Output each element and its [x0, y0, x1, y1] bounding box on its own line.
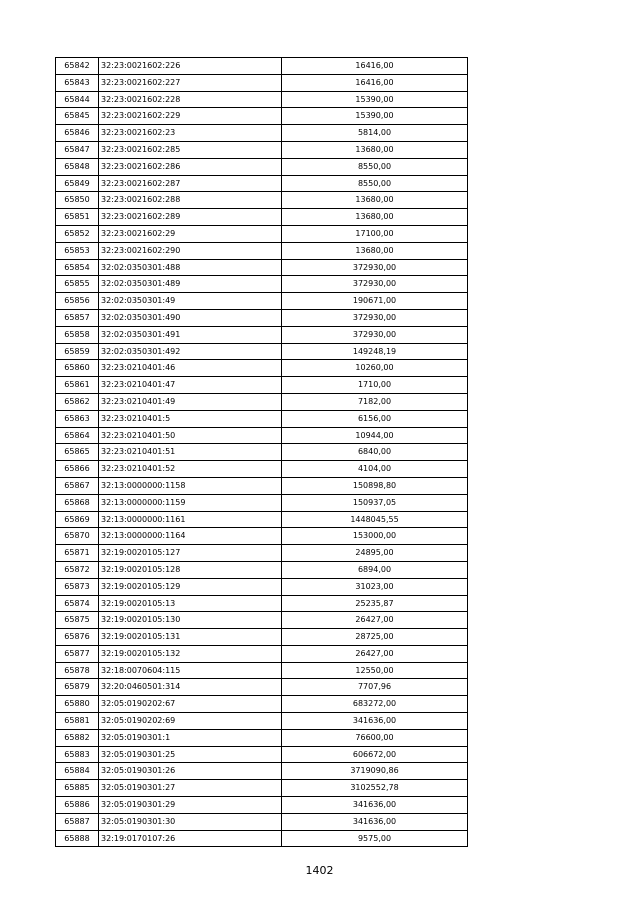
- table-row: [56, 797, 468, 814]
- cadastral-number-cell: 32:13:0000000:1159: [99, 494, 282, 511]
- row-number-cell: 65862: [56, 393, 99, 410]
- row-number-cell: 65857: [56, 309, 99, 326]
- row-number-cell: 65883: [56, 746, 99, 763]
- value-cell: 13680,00: [282, 141, 468, 158]
- cadastral-number-cell: 32:19:0020105:128: [99, 561, 282, 578]
- table-row: [56, 746, 468, 763]
- value-cell: 24895,00: [282, 545, 468, 562]
- row-number-cell: 65888: [56, 830, 99, 847]
- value-cell: 8550,00: [282, 158, 468, 175]
- table-row: [56, 427, 468, 444]
- row-number-cell: 65870: [56, 528, 99, 545]
- cadastral-number-cell: 32:13:0000000:1164: [99, 528, 282, 545]
- row-number-cell: 65885: [56, 780, 99, 797]
- cadastral-number-cell: 32:02:0350301:491: [99, 326, 282, 343]
- table-row: [56, 629, 468, 646]
- row-number-cell: 65878: [56, 662, 99, 679]
- row-number-cell: 65881: [56, 713, 99, 730]
- cadastral-number-cell: 32:02:0350301:492: [99, 343, 282, 360]
- table-row: [56, 780, 468, 797]
- table-row: [56, 477, 468, 494]
- row-number-cell: 65844: [56, 91, 99, 108]
- cadastral-number-cell: 32:19:0170107:26: [99, 830, 282, 847]
- row-number-cell: 65884: [56, 763, 99, 780]
- table-row: [56, 74, 468, 91]
- row-number-cell: 65874: [56, 595, 99, 612]
- value-cell: 10944,00: [282, 427, 468, 444]
- row-number-cell: 65856: [56, 293, 99, 310]
- table-row: [56, 595, 468, 612]
- cadastral-number-cell: 32:05:0190301:1: [99, 729, 282, 746]
- cadastral-number-cell: 32:23:0021602:285: [99, 141, 282, 158]
- value-cell: 6156,00: [282, 410, 468, 427]
- row-number-cell: 65852: [56, 225, 99, 242]
- table-row: [56, 763, 468, 780]
- row-number-cell: 65861: [56, 377, 99, 394]
- value-cell: 153000,00: [282, 528, 468, 545]
- value-cell: 16416,00: [282, 74, 468, 91]
- cadastral-number-cell: 32:23:0210401:50: [99, 427, 282, 444]
- table-row: [56, 830, 468, 847]
- table-row: [56, 141, 468, 158]
- table-row: [56, 578, 468, 595]
- row-number-cell: 65880: [56, 696, 99, 713]
- cadastral-number-cell: 32:23:0021602:29: [99, 225, 282, 242]
- value-cell: 26427,00: [282, 612, 468, 629]
- value-cell: 76600,00: [282, 729, 468, 746]
- value-cell: 5814,00: [282, 125, 468, 142]
- row-number-cell: 65877: [56, 645, 99, 662]
- row-number-cell: 65847: [56, 141, 99, 158]
- row-number-cell: 65846: [56, 125, 99, 142]
- cadastral-number-cell: 32:02:0350301:488: [99, 259, 282, 276]
- cadastral-number-cell: 32:23:0021602:228: [99, 91, 282, 108]
- row-number-cell: 65858: [56, 326, 99, 343]
- cadastral-number-cell: 32:19:0020105:127: [99, 545, 282, 562]
- table-row: [56, 108, 468, 125]
- value-cell: 31023,00: [282, 578, 468, 595]
- cadastral-number-cell: 32:23:0210401:52: [99, 461, 282, 478]
- table-row: [56, 175, 468, 192]
- table-row: [56, 729, 468, 746]
- row-number-cell: 65865: [56, 444, 99, 461]
- value-cell: 28725,00: [282, 629, 468, 646]
- table-row: [56, 444, 468, 461]
- value-cell: 190671,00: [282, 293, 468, 310]
- table-row: [56, 259, 468, 276]
- table-row: [56, 125, 468, 142]
- value-cell: 341636,00: [282, 713, 468, 730]
- cadastral-number-cell: 32:19:0020105:13: [99, 595, 282, 612]
- row-number-cell: 65873: [56, 578, 99, 595]
- table-row: [56, 561, 468, 578]
- value-cell: 341636,00: [282, 797, 468, 814]
- row-number-cell: 65886: [56, 797, 99, 814]
- value-cell: 1710,00: [282, 377, 468, 394]
- row-number-cell: 65854: [56, 259, 99, 276]
- table-row: [56, 209, 468, 226]
- cadastral-number-cell: 32:23:0021602:229: [99, 108, 282, 125]
- value-cell: 13680,00: [282, 192, 468, 209]
- cadastral-number-cell: 32:23:0021602:226: [99, 58, 282, 75]
- cadastral-number-cell: 32:05:0190301:27: [99, 780, 282, 797]
- cadastral-number-cell: 32:05:0190301:30: [99, 813, 282, 830]
- cadastral-number-cell: 32:18:0070604:115: [99, 662, 282, 679]
- table-row: [56, 511, 468, 528]
- cadastral-number-cell: 32:20:0460501:314: [99, 679, 282, 696]
- value-cell: 341636,00: [282, 813, 468, 830]
- row-number-cell: 65850: [56, 192, 99, 209]
- cadastral-number-cell: 32:05:0190202:69: [99, 713, 282, 730]
- cadastral-number-cell: 32:13:0000000:1161: [99, 511, 282, 528]
- row-number-cell: 65882: [56, 729, 99, 746]
- cadastral-number-cell: 32:23:0021602:290: [99, 242, 282, 259]
- value-cell: 15390,00: [282, 108, 468, 125]
- table-row: [56, 813, 468, 830]
- value-cell: 10260,00: [282, 360, 468, 377]
- value-cell: 6894,00: [282, 561, 468, 578]
- value-cell: 149248,19: [282, 343, 468, 360]
- row-number-cell: 65866: [56, 461, 99, 478]
- row-number-cell: 65875: [56, 612, 99, 629]
- table-row: [56, 326, 468, 343]
- cadastral-number-cell: 32:05:0190301:25: [99, 746, 282, 763]
- value-cell: 3102552,78: [282, 780, 468, 797]
- row-number-cell: 65864: [56, 427, 99, 444]
- value-cell: 17100,00: [282, 225, 468, 242]
- cadastral-number-cell: 32:23:0021602:227: [99, 74, 282, 91]
- table-row: [56, 713, 468, 730]
- cadastral-number-cell: 32:02:0350301:49: [99, 293, 282, 310]
- cadastral-number-cell: 32:19:0020105:130: [99, 612, 282, 629]
- table-row: [56, 192, 468, 209]
- table-row: [56, 662, 468, 679]
- row-number-cell: 65869: [56, 511, 99, 528]
- row-number-cell: 65868: [56, 494, 99, 511]
- table-row: [56, 410, 468, 427]
- table-row: [56, 679, 468, 696]
- cadastral-number-cell: 32:23:0021602:289: [99, 209, 282, 226]
- cadastral-number-cell: 32:23:0210401:49: [99, 393, 282, 410]
- table-row: [56, 158, 468, 175]
- table-row: [56, 360, 468, 377]
- cadastral-number-cell: 32:23:0021602:288: [99, 192, 282, 209]
- table-row: [56, 276, 468, 293]
- cadastral-number-cell: 32:02:0350301:489: [99, 276, 282, 293]
- value-cell: 4104,00: [282, 461, 468, 478]
- value-cell: 3719090,86: [282, 763, 468, 780]
- table-row: [56, 645, 468, 662]
- value-cell: 683272,00: [282, 696, 468, 713]
- cadastral-number-cell: 32:23:0210401:46: [99, 360, 282, 377]
- row-number-cell: 65848: [56, 158, 99, 175]
- row-number-cell: 65860: [56, 360, 99, 377]
- row-number-cell: 65851: [56, 209, 99, 226]
- table-row: [56, 377, 468, 394]
- table-row: [56, 58, 468, 75]
- value-cell: 13680,00: [282, 242, 468, 259]
- cadastral-number-cell: 32:05:0190301:26: [99, 763, 282, 780]
- table-row: [56, 612, 468, 629]
- value-cell: 7707,96: [282, 679, 468, 696]
- cadastral-number-cell: 32:23:0210401:5: [99, 410, 282, 427]
- table-row: [56, 91, 468, 108]
- row-number-cell: 65887: [56, 813, 99, 830]
- row-number-cell: 65876: [56, 629, 99, 646]
- page-number: 1402: [305, 864, 334, 877]
- table-row: [56, 696, 468, 713]
- cadastral-number-cell: 32:23:0021602:286: [99, 158, 282, 175]
- row-number-cell: 65872: [56, 561, 99, 578]
- value-cell: 13680,00: [282, 209, 468, 226]
- cadastral-number-cell: 32:23:0210401:51: [99, 444, 282, 461]
- value-cell: 12550,00: [282, 662, 468, 679]
- table-row: [56, 242, 468, 259]
- cadastral-number-cell: 32:23:0021602:287: [99, 175, 282, 192]
- value-cell: 7182,00: [282, 393, 468, 410]
- table-row: [56, 225, 468, 242]
- table-row: [56, 293, 468, 310]
- value-cell: 372930,00: [282, 259, 468, 276]
- cadastral-value-table: [55, 57, 468, 847]
- cadastral-number-cell: 32:02:0350301:490: [99, 309, 282, 326]
- table-row: [56, 494, 468, 511]
- cadastral-number-cell: 32:13:0000000:1158: [99, 477, 282, 494]
- table-body: [56, 58, 468, 847]
- value-cell: 150898,80: [282, 477, 468, 494]
- value-cell: 372930,00: [282, 309, 468, 326]
- cadastral-number-cell: 32:05:0190202:67: [99, 696, 282, 713]
- table-row: [56, 309, 468, 326]
- value-cell: 8550,00: [282, 175, 468, 192]
- cadastral-number-cell: 32:23:0210401:47: [99, 377, 282, 394]
- row-number-cell: 65871: [56, 545, 99, 562]
- cadastral-number-cell: 32:05:0190301:29: [99, 797, 282, 814]
- value-cell: 372930,00: [282, 326, 468, 343]
- row-number-cell: 65845: [56, 108, 99, 125]
- row-number-cell: 65863: [56, 410, 99, 427]
- value-cell: 150937,05: [282, 494, 468, 511]
- row-number-cell: 65843: [56, 74, 99, 91]
- value-cell: 25235,87: [282, 595, 468, 612]
- row-number-cell: 65859: [56, 343, 99, 360]
- value-cell: 15390,00: [282, 91, 468, 108]
- value-cell: 9575,00: [282, 830, 468, 847]
- cadastral-number-cell: 32:19:0020105:132: [99, 645, 282, 662]
- table-row: [56, 461, 468, 478]
- table-row: [56, 343, 468, 360]
- row-number-cell: 65867: [56, 477, 99, 494]
- row-number-cell: 65842: [56, 58, 99, 75]
- cadastral-number-cell: 32:23:0021602:23: [99, 125, 282, 142]
- cadastral-number-cell: 32:19:0020105:129: [99, 578, 282, 595]
- value-cell: 606672,00: [282, 746, 468, 763]
- value-cell: 16416,00: [282, 58, 468, 75]
- row-number-cell: 65853: [56, 242, 99, 259]
- table-row: [56, 528, 468, 545]
- row-number-cell: 65855: [56, 276, 99, 293]
- value-cell: 6840,00: [282, 444, 468, 461]
- table-row: [56, 545, 468, 562]
- row-number-cell: 65879: [56, 679, 99, 696]
- row-number-cell: 65849: [56, 175, 99, 192]
- value-cell: 26427,00: [282, 645, 468, 662]
- table-row: [56, 393, 468, 410]
- cadastral-number-cell: 32:19:0020105:131: [99, 629, 282, 646]
- value-cell: 1448045,55: [282, 511, 468, 528]
- value-cell: 372930,00: [282, 276, 468, 293]
